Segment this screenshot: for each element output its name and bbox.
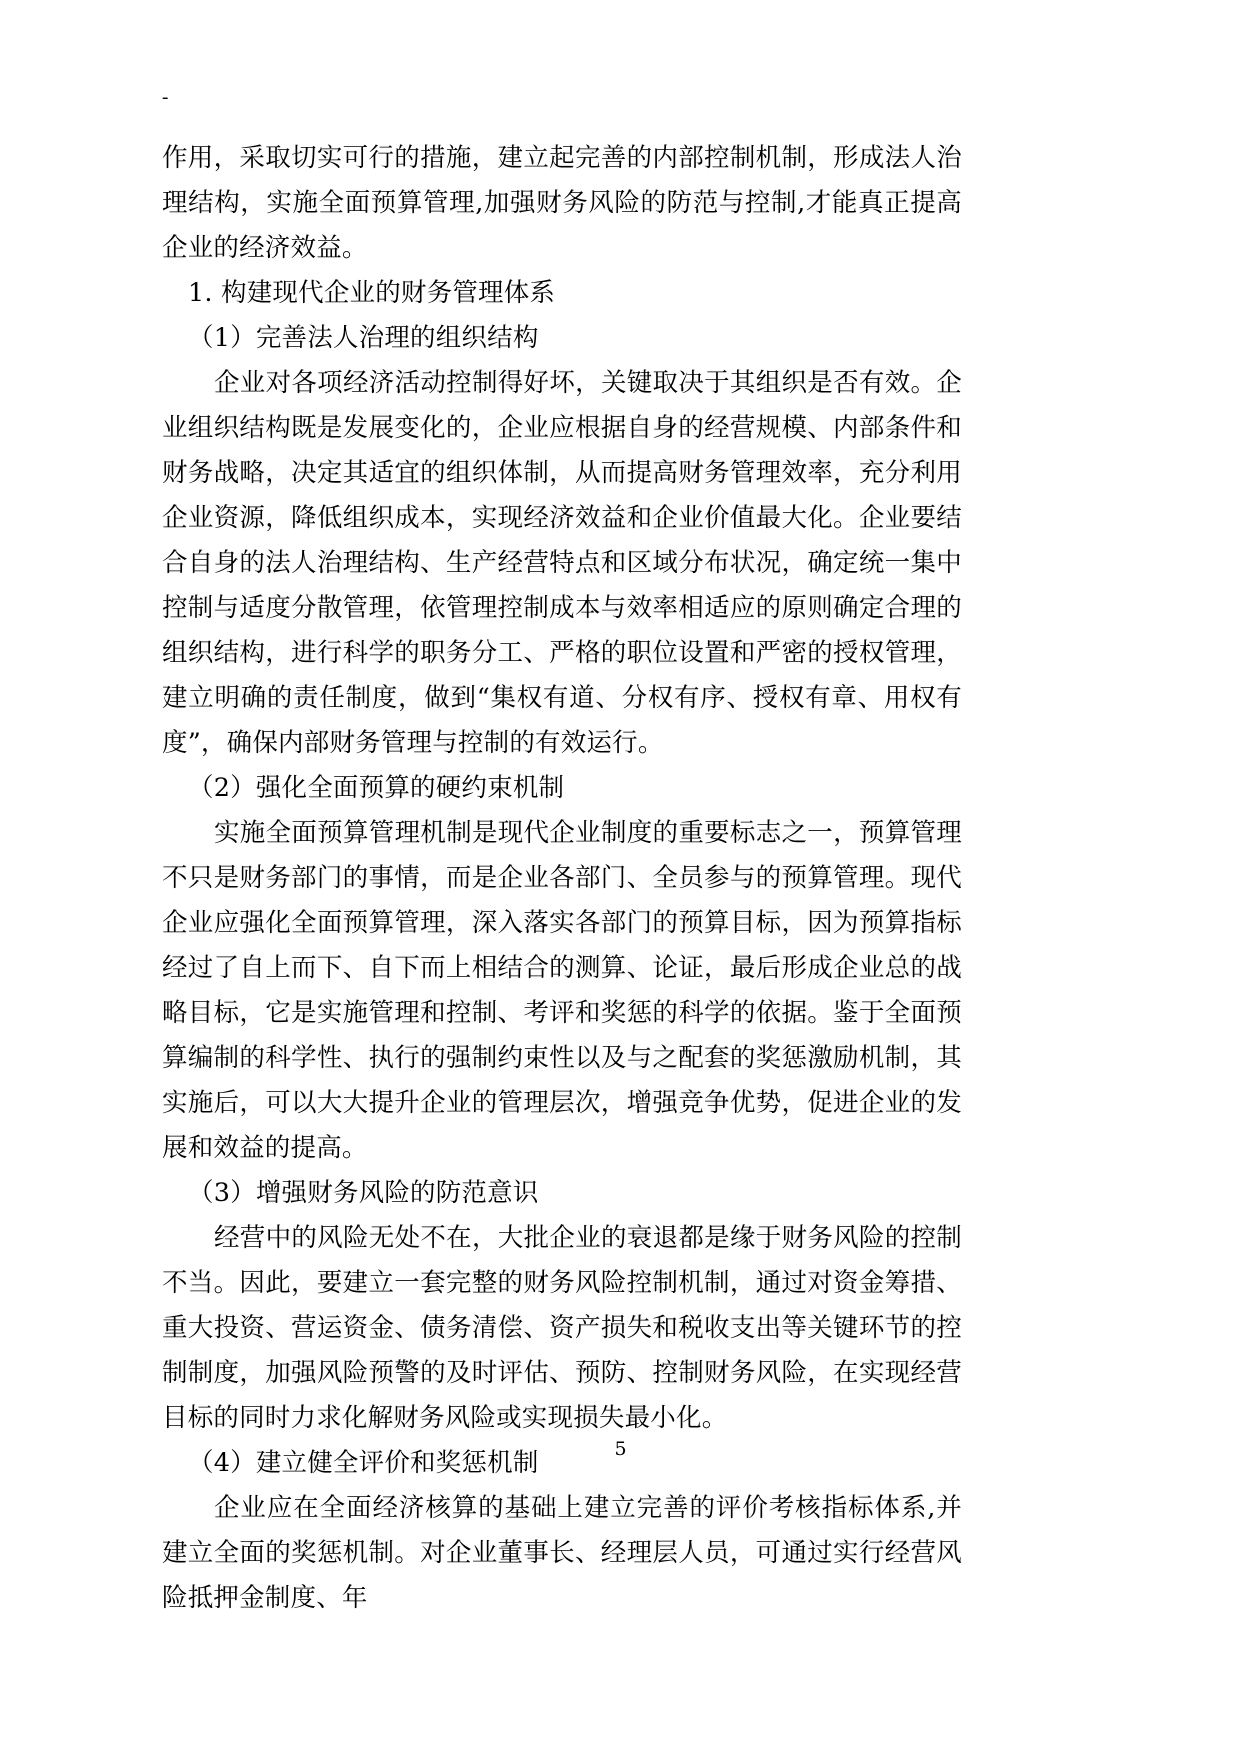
paragraph-intro: 作用，采取切实可行的措施，建立起完善的内部控制机制，形成法人治理结构，实施全面预算管理,加强财务风险的防范与控制,才能真正提高企业的经济效益。: [162, 143, 962, 263]
heading-section-1: 1. 构建现代企业的财务管理体系: [188, 278, 556, 308]
heading-section-1-1: （1）完善法人治理的组织结构: [188, 323, 539, 353]
heading-section-1-3: （3）增强财务风险的防范意识: [188, 1178, 539, 1208]
heading-section-1-4: （4）建立健全评价和奖惩机制: [188, 1448, 539, 1478]
paragraph-1-2: 实施全面预算管理机制是现代企业制度的重要标志之一，预算管理不只是财务部门的事情，而是企业各部门、全员参与的预算管理。现代企业应强化全面预算管理，深入落实各部门的预算目标，因为预算指标经过了自上而下、自下而上相结合的测算、论证，最后形成企业总的战略目标，它是实施管理和控制、考评和奖惩的科学的依据。鉴于全面预算编制的科学性、执行的强制约束性以及与之配套的奖惩激励机制，其实施后，可以大大提升企业的管理层次，增强竞争优势，促进企业的发展和效益的提高。: [162, 818, 962, 1163]
header-dash-mark: -: [162, 87, 169, 108]
paragraph-1-4: 企业应在全面经济核算的基础上建立完善的评价考核指标体系,并建立全面的奖惩机制。对企业董事长、经理层人员，可通过实行经营风险抵押金制度、年: [162, 1493, 962, 1613]
page-number: 5: [614, 1438, 627, 1460]
paragraph-1-1: 企业对各项经济活动控制得好坏，关键取决于其组织是否有效。企业组织结构既是发展变化的，企业应根据自身的经营规模、内部条件和财务战略，决定其适宜的组织体制，从而提高财务管理效率，充分利用企业资源，降低组织成本，实现经济效益和企业价值最大化。企业要结合自身的法人治理结构、生产经营特点和区域分布状况，确定统一集中控制与适度分散管理，依管理控制成本与效率相适应的原则确定合理的组织结构，进行科学的职务分工、严格的职位设置和严密的授权管理，建立明确的责任制度，做到“集权有道、分权有序、授权有章、用权有度”，确保内部财务管理与控制的有效运行。: [162, 368, 962, 758]
heading-section-1-2: （2）强化全面预算的硬约束机制: [188, 773, 565, 803]
page-content: [162, 88, 962, 1621]
paragraph-1-3: 经营中的风险无处不在，大批企业的衰退都是缘于财务风险的控制不当。因此，要建立一套完整的财务风险控制机制，通过对资金筹措、重大投资、营运资金、债务清偿、资产损失和税收支出等关键环节的控制制度，加强风险预警的及时评估、预防、控制财务风险，在实现经营目标的同时力求化解财务风险或实现损失最小化。: [162, 1223, 962, 1433]
